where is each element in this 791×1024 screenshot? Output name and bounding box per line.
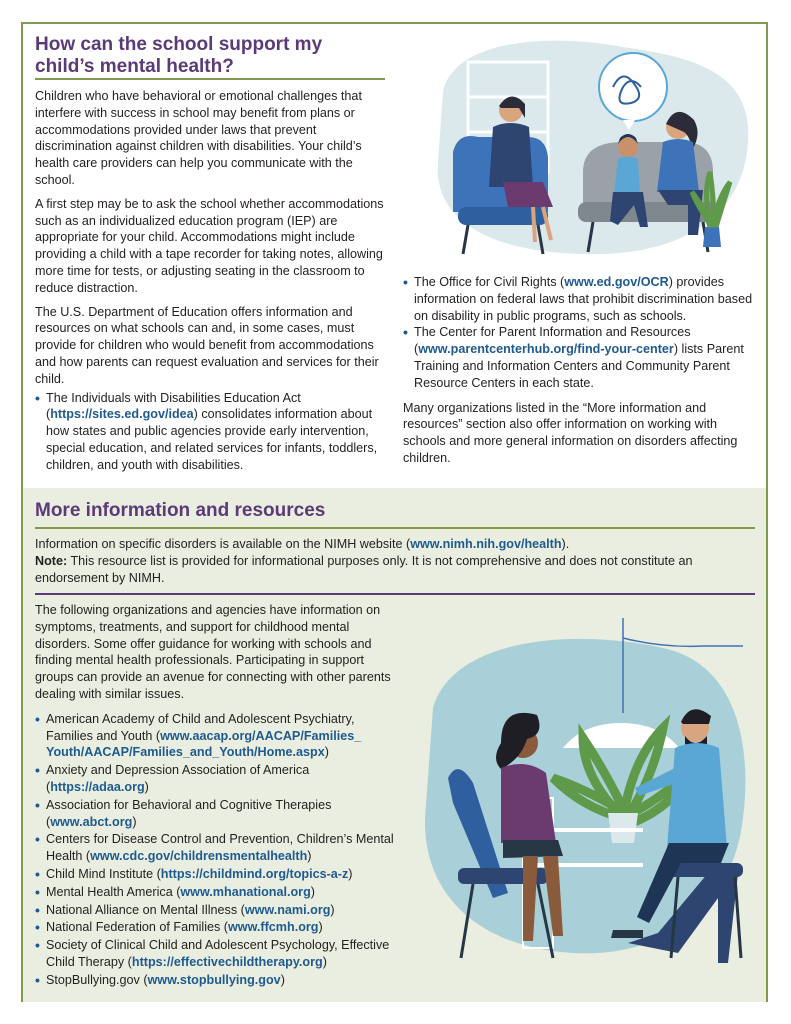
link-ffcmh[interactable]: www.ffcmh.org <box>228 920 319 935</box>
list-item: • American Academy of Child and Adolescent Psychiatry, Families and Youth (www.aacap.org/AACAP/Families_ Youth/AACAP/Families_and_Youth/Home.aspx) <box>35 711 397 761</box>
section-title-resources: More information and resources <box>35 500 326 521</box>
list-item: • Child Mind Institute (https://childmind.org/topics-a-z) <box>35 866 397 883</box>
link-childmind[interactable]: https://childmind.org/topics-a-z <box>160 866 349 881</box>
bullet-list-idea <box>35 390 389 474</box>
link-cdc[interactable]: www.cdc.gov/childrensmentalhealth <box>90 849 308 864</box>
organization-list <box>35 711 397 989</box>
list-item: • Mental Health America (www.mhanational.org) <box>35 884 397 901</box>
list-item: • The Center for Parent Information and Resources (www.parentcenterhub.org/find-your-center) lists Parent Training and Information Centers and Community Parent Resource Centers in each state. <box>403 324 753 391</box>
list-item: • Association for Behavioral and Cognitive Therapies (www.abct.org) <box>35 797 397 831</box>
resources-intro <box>35 536 755 586</box>
paragraph-closing: Many organizations listed in the “More information and resources” section also offer information on working with schools and more general information on disorders affecting children. <box>403 400 738 465</box>
link-nami[interactable]: www.nami.org <box>244 902 331 917</box>
list-item: • National Federation of Families (www.ffcmh.org) <box>35 919 397 936</box>
paragraph-first-step: A first step may be to ask the school whether accommodations such as an individualized education program (IEP) are appropriate for your child. Accommodations might include providing a child with a tape recorder for taking notes, allowing more time for tests, or adjusting seating in the classroom to reduce distraction. <box>35 196 384 295</box>
list-item: • StopBullying.gov (www.stopbullying.gov) <box>35 972 397 989</box>
paragraph-dept-education: The U.S. Department of Education offers information and resources on what schools can and, in some cases, must provide for children who would benefit from accommodations and how parents can request evaluation and services for their child. <box>35 304 379 386</box>
link-nimh[interactable]: www.nimh.nih.gov/health <box>410 537 562 551</box>
conversation-illustration <box>413 618 753 968</box>
section-title-school-support: How can the school support my child’s mental health? <box>35 34 323 77</box>
paragraph-organizations: The following organizations and agencies have information on symptoms, treatments, and support for childhood mental disorders. Some offer guidance for working with schools and finding mental health professionals. Participating in support groups can provide an avenue for connecting with other parents dealing with similar issues. <box>35 603 391 701</box>
link-abct[interactable]: www.abct.org <box>50 814 133 829</box>
bullet-list-ocr <box>403 274 753 392</box>
link-mha[interactable]: www.mhanational.org <box>180 884 311 899</box>
left-column <box>35 88 389 474</box>
link-effectivechildtherapy[interactable]: https://effectivechildtherapy.org <box>131 954 323 969</box>
resources-panel <box>23 488 766 1002</box>
paragraph-intro: Children who have behavioral or emotional challenges that interfere with success in school may benefit from plans or accommodations provided under laws that prevent discrimination against children with disabilities. Your child’s health care providers can help you communicate with the school. <box>35 89 362 187</box>
list-item: • The Individuals with Disabilities Education Act (https://sites.ed.gov/idea) consolidates information about how states and public agencies provide early intervention, special education, and related services for infants, toddlers, children, and youth with disabilities. <box>35 390 389 474</box>
note-line: Note: This resource list is provided for informational purposes only. It is not comprehensive and does not constitute an endorsement by NIMH. <box>35 553 693 585</box>
link-adaa[interactable]: https://adaa.org <box>50 779 145 794</box>
link-parentcenterhub[interactable]: www.parentcenterhub.org/find-your-center <box>418 342 674 357</box>
page-frame <box>21 22 768 1002</box>
link-aacap[interactable]: www.aacap.org/AACAP/Families_ Youth/AACAP/Families_and_Youth/Home.aspx <box>46 728 362 760</box>
list-item: • Society of Clinical Child and Adolescent Psychology, Effective Child Therapy (https://effectivechildtherapy.org) <box>35 937 397 971</box>
right-column <box>403 274 753 467</box>
link-ocr[interactable]: www.ed.gov/OCR <box>564 275 669 289</box>
list-item: • Centers for Disease Control and Prevention, Children’s Mental Health (www.cdc.gov/childrensmentalhealth) <box>35 831 397 865</box>
counseling-illustration <box>423 32 753 262</box>
resources-divider <box>35 527 755 529</box>
title-divider <box>35 78 385 80</box>
list-item: • National Alliance on Mental Illness (www.nami.org) <box>35 902 397 919</box>
link-stopbullying[interactable]: www.stopbullying.gov <box>147 972 281 987</box>
list-item: • Anxiety and Depression Association of America (https://adaa.org) <box>35 762 397 796</box>
purple-divider <box>35 593 755 595</box>
list-item: • The Office for Civil Rights (www.ed.gov/OCR) provides information on federal laws that prohibit discrimination based on disability in public programs, such as schools. <box>403 274 753 324</box>
nimh-line: Information on specific disorders is available on the NIMH website (www.nimh.nih.gov/health). <box>35 537 570 551</box>
resources-body <box>35 602 397 990</box>
note-label: Note: <box>35 553 68 568</box>
link-idea[interactable]: https://sites.ed.gov/idea <box>50 407 194 422</box>
